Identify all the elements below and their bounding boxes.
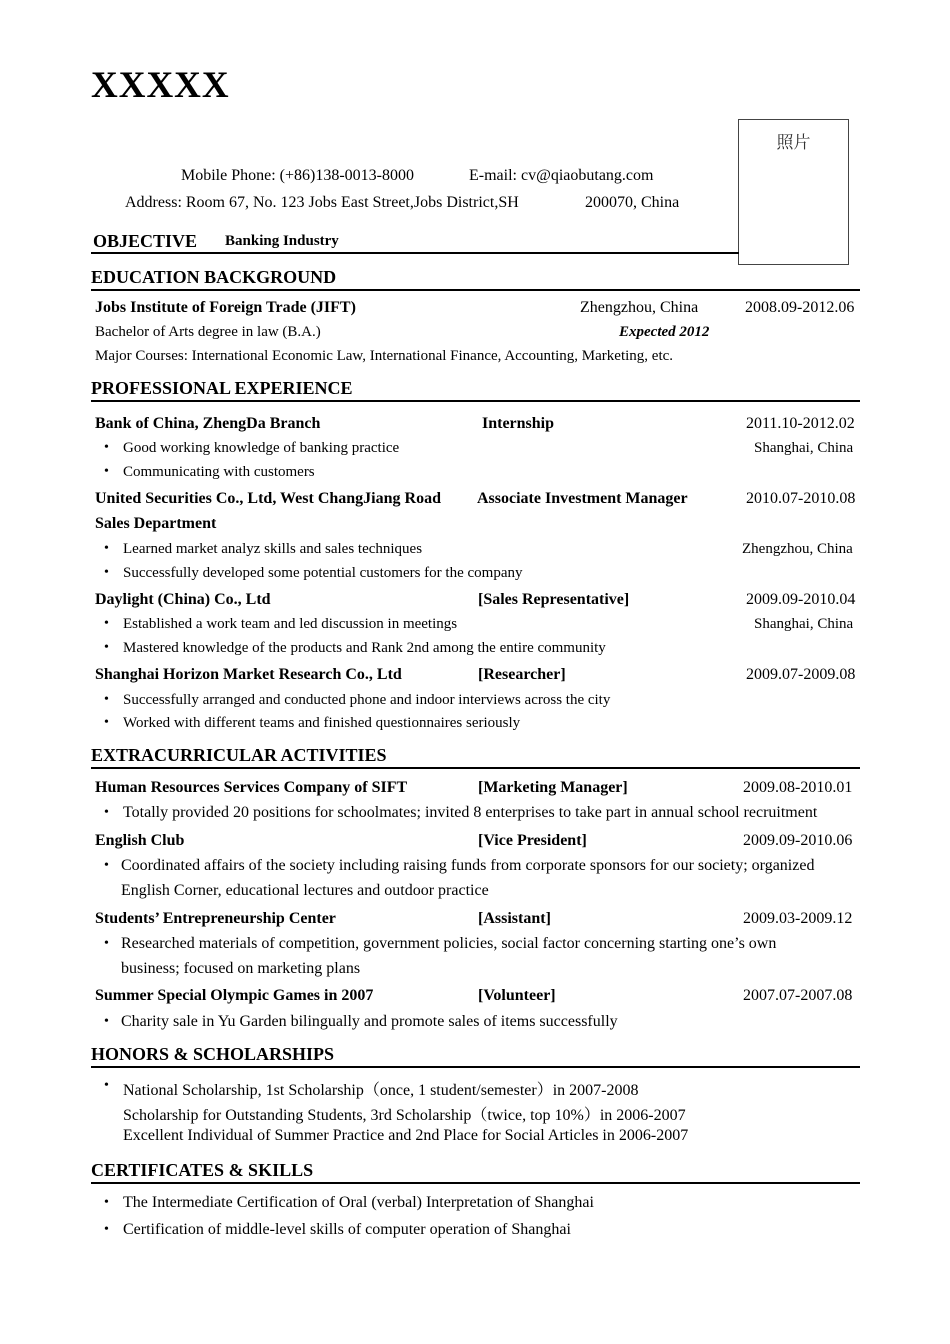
experience-rule <box>91 400 860 402</box>
job-location: Zhengzhou, China <box>742 541 853 557</box>
job-company: Daylight (China) Co., Ltd <box>95 591 271 608</box>
bullet-icon: • <box>104 440 109 455</box>
honors-title: HONORS & SCHOLARSHIPS <box>91 1044 335 1064</box>
job-role: [Researcher] <box>478 666 566 683</box>
photo-placeholder <box>738 119 849 265</box>
bullet-icon: • <box>104 616 109 631</box>
job-bullet: Good working knowledge of banking practice <box>123 440 400 456</box>
job-bullet: Learned market analyz skills and sales techniques <box>123 541 423 557</box>
certificate-line: The Intermediate Certification of Oral (verbal) Interpretation of Shanghai <box>123 1194 594 1211</box>
education-expected: Expected 2012 <box>619 324 710 340</box>
job-bullet: Worked with different teams and finished questionnaires seriously <box>123 715 521 731</box>
job-company-line2: Sales Department <box>95 515 217 532</box>
job-bullet: Successfully developed some potential customers for the company <box>123 565 523 581</box>
activity-dates: 2009.08-2010.01 <box>743 779 853 796</box>
education-school: Jobs Institute of Foreign Trade (JIFT) <box>95 299 356 316</box>
bullet-icon: • <box>104 541 109 556</box>
bullet-icon: • <box>104 1222 109 1237</box>
activity-role: [Assistant] <box>478 910 551 927</box>
job-bullet: Established a work team and led discussion in meetings <box>123 616 458 632</box>
education-rule <box>91 289 860 291</box>
honors-rule <box>91 1066 860 1068</box>
bullet-icon: • <box>104 1195 109 1210</box>
certificates-title: CERTIFICATES & SKILLS <box>91 1160 314 1180</box>
bullet-icon: • <box>104 805 109 820</box>
activity-org: Summer Special Olympic Games in 2007 <box>95 987 374 1004</box>
activity-line: business; focused on marketing plans <box>121 960 361 977</box>
activity-role: [Volunteer] <box>478 987 556 1004</box>
bullet-icon: • <box>104 640 109 655</box>
activity-role: [Marketing Manager] <box>478 779 628 796</box>
honor-line: Scholarship for Outstanding Students, 3rd Scholarship（twice, top 10%）in 2006-2007 <box>123 1107 686 1124</box>
job-dates: 2009.09-2010.04 <box>746 591 856 608</box>
activity-line: Researched materials of competition, government policies, social factor concerning starting one’s own <box>121 935 777 952</box>
job-role: Internship <box>482 415 555 432</box>
certificates-rule <box>91 1182 860 1184</box>
bullet-icon: • <box>104 858 109 873</box>
activities-title: EXTRACURRICULAR ACTIVITIES <box>91 745 387 765</box>
education-dates: 2008.09-2012.06 <box>745 299 855 316</box>
objective-title: OBJECTIVE <box>93 231 198 251</box>
photo-label: 照片 <box>776 133 811 152</box>
education-location: Zhengzhou, China <box>580 299 699 316</box>
job-bullet: Communicating with customers <box>123 464 315 480</box>
activities-rule <box>91 767 860 769</box>
activity-dates: 2007.07-2007.08 <box>743 987 853 1004</box>
education-degree: Bachelor of Arts degree in law (B.A.) <box>95 324 321 340</box>
activity-dates: 2009.09-2010.06 <box>743 832 853 849</box>
honor-line: Excellent Individual of Summer Practice and 2nd Place for Social Articles in 2006-2007 <box>123 1127 689 1144</box>
activity-dates: 2009.03-2009.12 <box>743 910 853 927</box>
experience-title: PROFESSIONAL EXPERIENCE <box>91 378 353 398</box>
activity-line: Charity sale in Yu Garden bilingually and promote sales of items successfully <box>121 1013 618 1030</box>
job-company: Bank of China, ZhengDa Branch <box>95 415 321 432</box>
job-company: United Securities Co., Ltd, West ChangJiang Road <box>95 490 441 507</box>
job-dates: 2011.10-2012.02 <box>746 415 855 432</box>
bullet-icon: • <box>104 715 109 730</box>
job-role: Associate Investment Manager <box>477 490 688 507</box>
activity-org: Students’ Entrepreneurship Center <box>95 910 336 927</box>
job-dates: 2009.07-2009.08 <box>746 666 856 683</box>
job-location: Shanghai, China <box>754 440 854 456</box>
job-location: Shanghai, China <box>754 616 854 632</box>
objective-rule <box>91 252 739 254</box>
job-bullet: Successfully arranged and conducted phone and indoor interviews across the city <box>123 692 611 708</box>
bullet-icon: • <box>104 1078 109 1093</box>
honor-line: National Scholarship, 1st Scholarship（once, 1 student/semester）in 2007-2008 <box>123 1082 639 1099</box>
bullet-icon: • <box>104 936 109 951</box>
activity-line: Coordinated affairs of the society including raising funds from corporate sponsors for our society; organized <box>121 857 815 874</box>
job-company: Shanghai Horizon Market Research Co., Ltd <box>95 666 402 683</box>
phone-line: Mobile Phone: (+86)138-0013-8000 <box>181 167 414 184</box>
objective-value: Banking Industry <box>225 233 339 249</box>
activity-org: Human Resources Services Company of SIFT <box>95 779 408 796</box>
bullet-icon: • <box>104 692 109 707</box>
candidate-name: XXXXX <box>91 65 230 106</box>
email-line: E-mail: cv@qiaobutang.com <box>469 167 654 184</box>
job-dates: 2010.07-2010.08 <box>746 490 856 507</box>
activity-line: English Corner, educational lectures and outdoor practice <box>121 882 489 899</box>
bullet-icon: • <box>104 1014 109 1029</box>
certificate-line: Certification of middle-level skills of computer operation of Shanghai <box>123 1221 571 1238</box>
postal-line: 200070, China <box>585 194 680 211</box>
education-courses: Major Courses: International Economic Law, International Finance, Accounting, Marketing, etc. <box>95 348 674 364</box>
bullet-icon: • <box>104 565 109 580</box>
job-role: [Sales Representative] <box>478 591 630 608</box>
activity-org: English Club <box>95 832 185 849</box>
bullet-icon: • <box>104 464 109 479</box>
education-title: EDUCATION BACKGROUND <box>91 267 337 287</box>
address-line: Address: Room 67, No. 123 Jobs East Street,Jobs District,SH <box>125 194 519 211</box>
job-bullet: Mastered knowledge of the products and Rank 2nd among the entire community <box>123 640 606 656</box>
activity-line: Totally provided 20 positions for schoolmates; invited 8 enterprises to take part in annual school recruitment <box>123 804 818 821</box>
activity-role: [Vice President] <box>478 832 587 849</box>
